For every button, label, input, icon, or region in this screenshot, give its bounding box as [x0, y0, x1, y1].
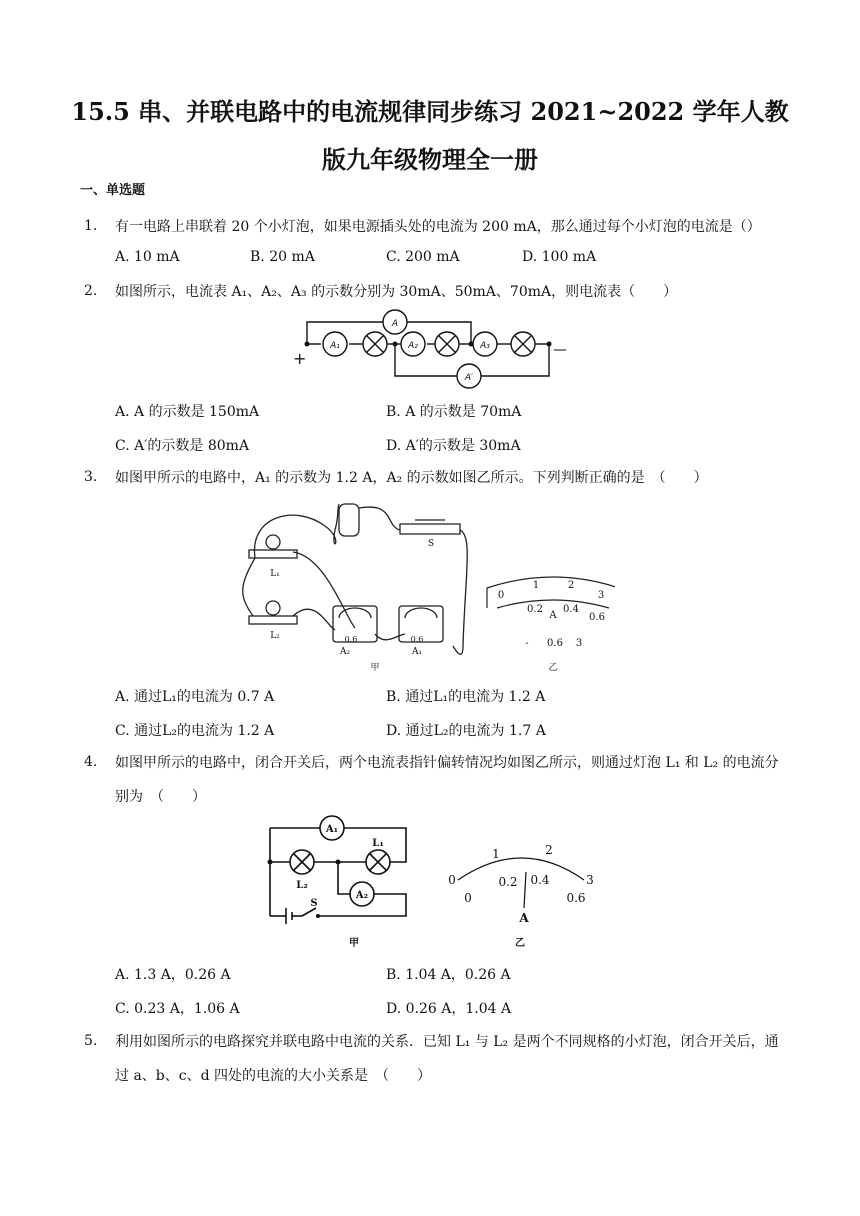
- question-text: 如图所示，电流表 A₁、A₂、A₃ 的示数分别为 30mA、50mA、70mA，则电流表（ ）: [115, 284, 678, 300]
- ammeter-a2-label: A₂: [408, 341, 418, 351]
- figure-jia-label: 甲: [370, 663, 380, 673]
- option-b: B. 通过L₁的电流为 1.2 A: [386, 689, 546, 705]
- ammeter-a2-label: A₂: [339, 647, 351, 657]
- option-a: A. A 的示数是 150mA: [115, 404, 260, 420]
- dial-top-3: 3: [586, 873, 594, 887]
- positive-terminal-label: +: [293, 349, 307, 368]
- switch-label: S: [310, 898, 318, 909]
- bulb-l2-label: L₂: [270, 631, 280, 641]
- option-b: B. A 的示数是 70mA: [386, 404, 522, 420]
- dial-bottom-0.2: 0.2: [527, 604, 543, 615]
- option-d: D. A′的示数是 30mA: [386, 438, 521, 454]
- switch-label: S: [427, 539, 435, 549]
- option-c: C. 0.23 A，1.06 A: [115, 1001, 240, 1017]
- ammeter-a-label: A: [391, 319, 399, 329]
- option-d: D. 100 mA: [522, 249, 597, 265]
- dial-top-2: 2: [545, 843, 553, 857]
- dial-top-2: 2: [567, 580, 575, 591]
- dial-bottom-0.4: 0.4: [530, 873, 550, 887]
- question-number: 1.: [84, 218, 98, 234]
- ammeter-a1-label: A₁: [330, 341, 340, 351]
- dial-bottom-0.6: 0.6: [566, 891, 586, 905]
- figure-yi-label: 乙: [548, 663, 558, 673]
- dial-top-3: 3: [597, 590, 605, 601]
- a2-terminal-label: 0.6: [344, 635, 358, 644]
- ammeter-a1-label: A₁: [325, 824, 339, 835]
- option-c: C. 通过L₂的电流为 1.2 A: [115, 723, 275, 739]
- negative-terminal-label: —: [553, 342, 567, 358]
- dial-bottom-0.2: 0.2: [498, 875, 518, 889]
- dial-bottom-0: 0: [464, 891, 472, 905]
- question-number: 2.: [84, 283, 98, 299]
- terminal-minus-label: -: [525, 638, 529, 649]
- option-c: C. 200 mA: [386, 249, 460, 265]
- question-text: 如图甲所示的电路中，闭合开关后，两个电流表指针偏转情况均如图乙所示，则通过灯泡 L₁ 和 L₂ 的电流分别为 （ ）: [115, 755, 779, 805]
- question-number: 3.: [84, 469, 98, 485]
- dial-top-0: 0: [497, 590, 505, 601]
- dial-bottom-0.4: 0.4: [563, 604, 579, 615]
- ammeter-a2-label: A₂: [355, 890, 369, 901]
- dial-bottom-0.6: 0.6: [589, 612, 605, 623]
- dial-top-1: 1: [492, 847, 500, 861]
- page-title: 15.5 串、并联电路中的电流规律同步练习 2021~2022 学年人教版九年级物理全一册: [71, 97, 789, 174]
- option-d: D. 0.26 A，1.04 A: [386, 1001, 512, 1017]
- terminal-0.6-label: 0.6: [547, 638, 563, 649]
- ammeter-circuit-figure: [285, 308, 585, 394]
- option-c: C. A′的示数是 80mA: [115, 438, 250, 454]
- dial-top-0: 0: [448, 873, 456, 887]
- bulb-l1-label: L₁: [372, 838, 384, 849]
- question-number: 5.: [84, 1033, 98, 1049]
- bulb-l2-label: L₂: [296, 880, 308, 891]
- option-d: D. 通过L₂的电流为 1.7 A: [386, 723, 546, 739]
- question-text: 有一电路上串联着 20 个小灯泡，如果电源插头处的电流为 200 mA，那么通过每个小灯泡的电流是（）: [115, 219, 761, 235]
- option-b: B. 20 mA: [250, 249, 315, 265]
- ammeter-a3-label: A₃: [480, 341, 490, 351]
- ammeter-a-prime-label: A′: [464, 373, 474, 383]
- section-heading: 一、单选题: [80, 183, 146, 198]
- a1-terminal-label: 0.6: [410, 635, 424, 644]
- option-a: A. 1.3 A，0.26 A: [115, 967, 231, 983]
- parallel-circuit-figure: [262, 814, 614, 954]
- physical-circuit-figure: [235, 496, 615, 678]
- question-text: 利用如图所示的电路探究并联电路中电流的关系．已知 L₁ 与 L₂ 是两个不同规格的小灯泡，闭合开关后，通过 a、b、c、d 四处的电流的大小关系是 （ ）: [115, 1034, 779, 1084]
- dial-unit-label: A: [549, 610, 557, 621]
- question-number: 4.: [84, 754, 98, 770]
- question-text: 如图甲所示的电路中，A₁ 的示数为 1.2 A，A₂ 的示数如图乙所示。下列判断正确的是 （ ）: [115, 470, 708, 486]
- figure-yi-label: 乙: [515, 938, 525, 949]
- figure-jia-label: 甲: [349, 938, 359, 949]
- option-a: A. 通过L₁的电流为 0.7 A: [115, 689, 275, 705]
- option-a: A. 10 mA: [115, 249, 180, 265]
- bulb-l1-label: L₁: [270, 569, 280, 579]
- dial-top-1: 1: [532, 580, 540, 591]
- option-b: B. 1.04 A，0.26 A: [386, 967, 511, 983]
- ammeter-a1-label: A₁: [411, 647, 423, 657]
- terminal-3-label: 3: [575, 638, 583, 649]
- dial-unit-label: A: [519, 911, 529, 925]
